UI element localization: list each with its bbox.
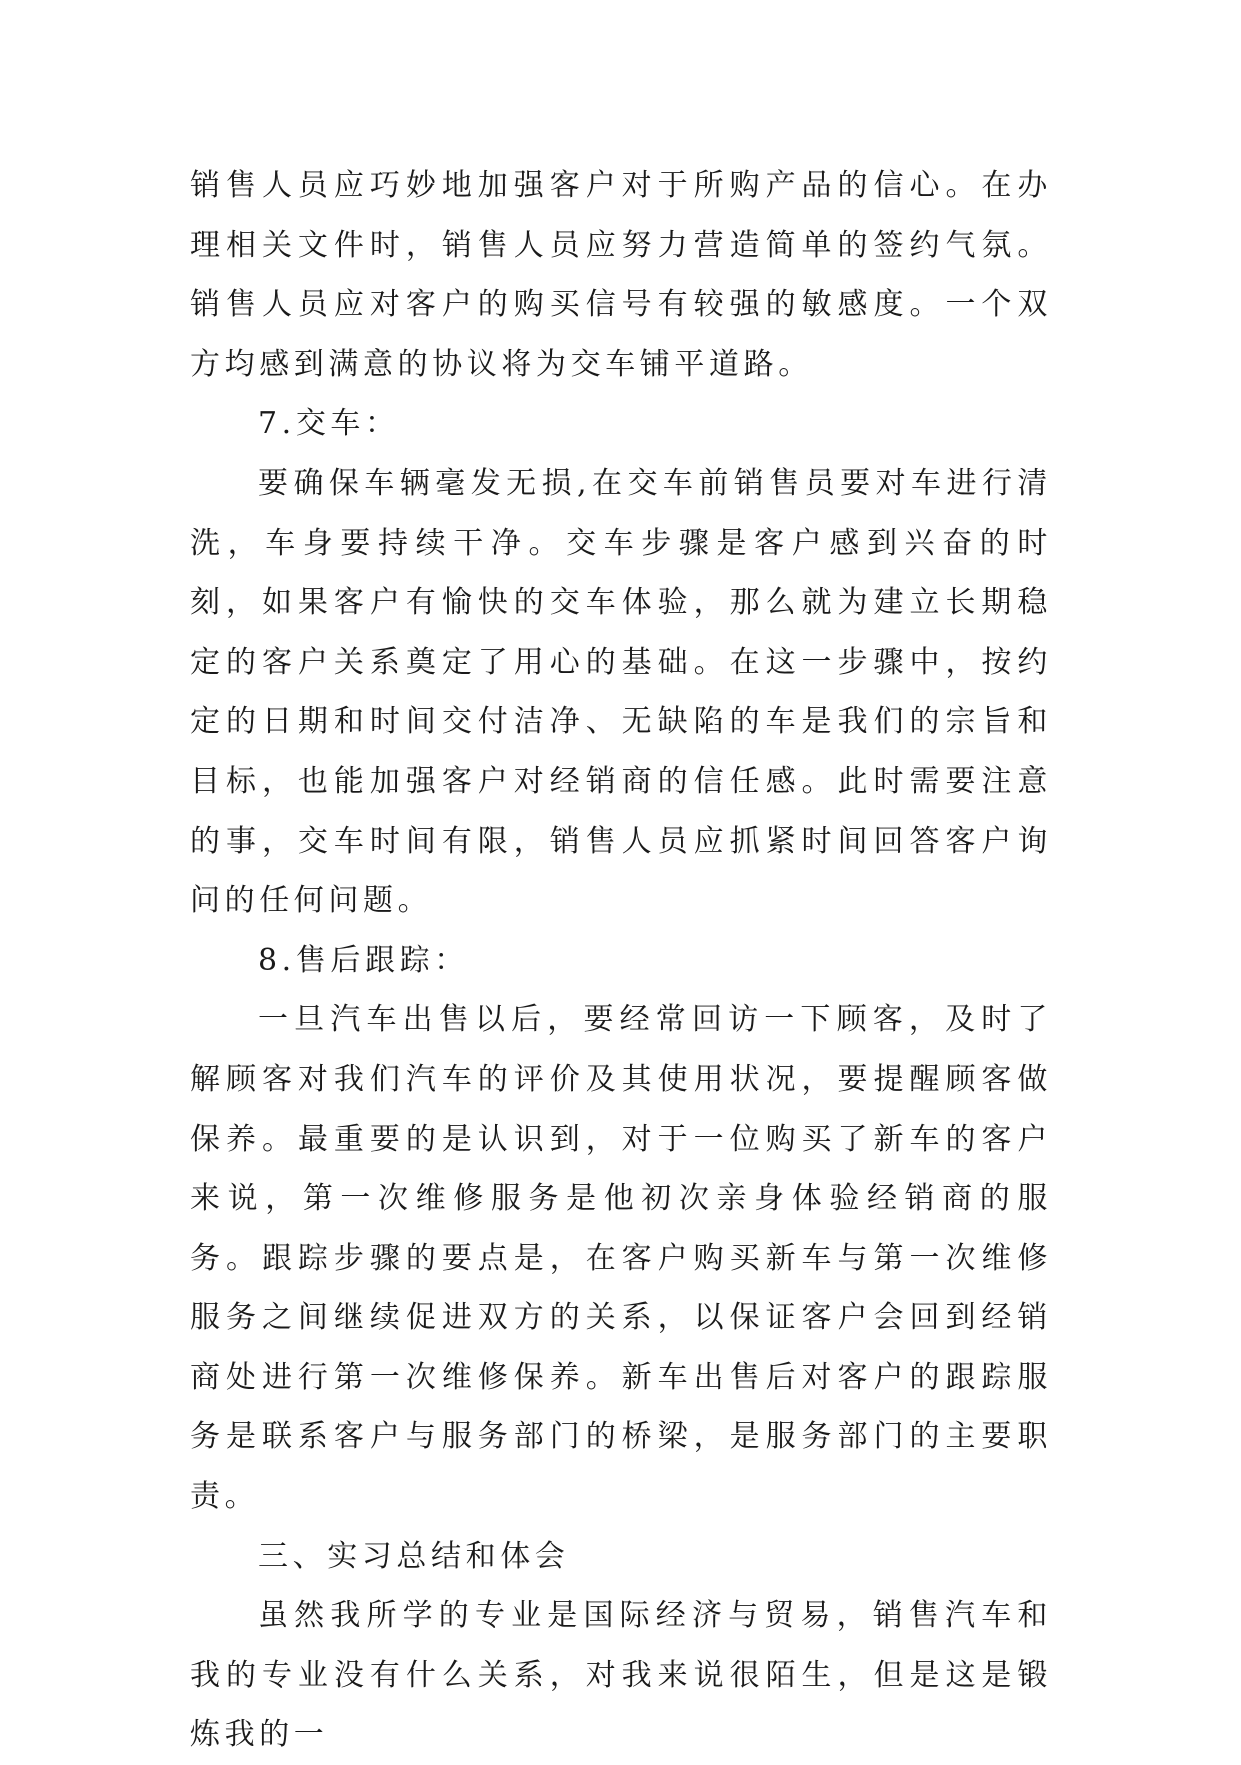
- heading-delivery: 7.交车：: [258, 406, 400, 442]
- document-body: [190, 156, 1052, 1765]
- paragraph-after-sales-tracking: 一旦汽车出售以后，要经常回访一下顾客，及时了解顾客对我们汽车的评价及其使用状况，要提醒顾客做保养。最重要的是认识到，对于一位购买了新车的客户来说，第一次维修服务是他初次亲身体验经销商的服务。跟踪步骤的要点是，在客户购买新车与第一次维修服务之间继续促进双方的关系，以保证客户会回到经销商处进行第一次维修保养。新车出售后对客户的跟踪服务是联系客户与服务部门的桥梁，是服务部门的主要职责。: [190, 1002, 1052, 1515]
- heading-internship-summary: 三、实习总结和体会: [258, 1538, 570, 1574]
- paragraph-signing-continuation: 销售人员应巧妙地加强客户对于所购产品的信心。在办理相关文件时，销售人员应努力营造简单的签约气氛。销售人员应对客户的购买信号有较强的敏感度。一个双方均感到满意的协议将为交车铺平道路。: [190, 168, 1052, 382]
- paragraph-internship-summary: 虽然我所学的专业是国际经济与贸易，销售汽车和我的专业没有什么关系，对我来说很陌生，但是这是锻炼我的一: [190, 1598, 1052, 1753]
- heading-after-sales-tracking: 8.售后跟踪：: [258, 942, 469, 978]
- paragraph-delivery: 要确保车辆毫发无损,在交车前销售员要对车进行清洗，车身要持续干净。交车步骤是客户感到兴奋的时刻，如果客户有愉快的交车体验，那么就为建立长期稳定的客户关系奠定了用心的基础。在这一步骤中，按约定的日期和时间交付洁净、无缺陷的车是我们的宗旨和目标，也能加强客户对经销商的信任感。此时需要注意的事，交车时间有限，销售人员应抓紧时间回答客户询问的任何问题。: [190, 465, 1052, 919]
